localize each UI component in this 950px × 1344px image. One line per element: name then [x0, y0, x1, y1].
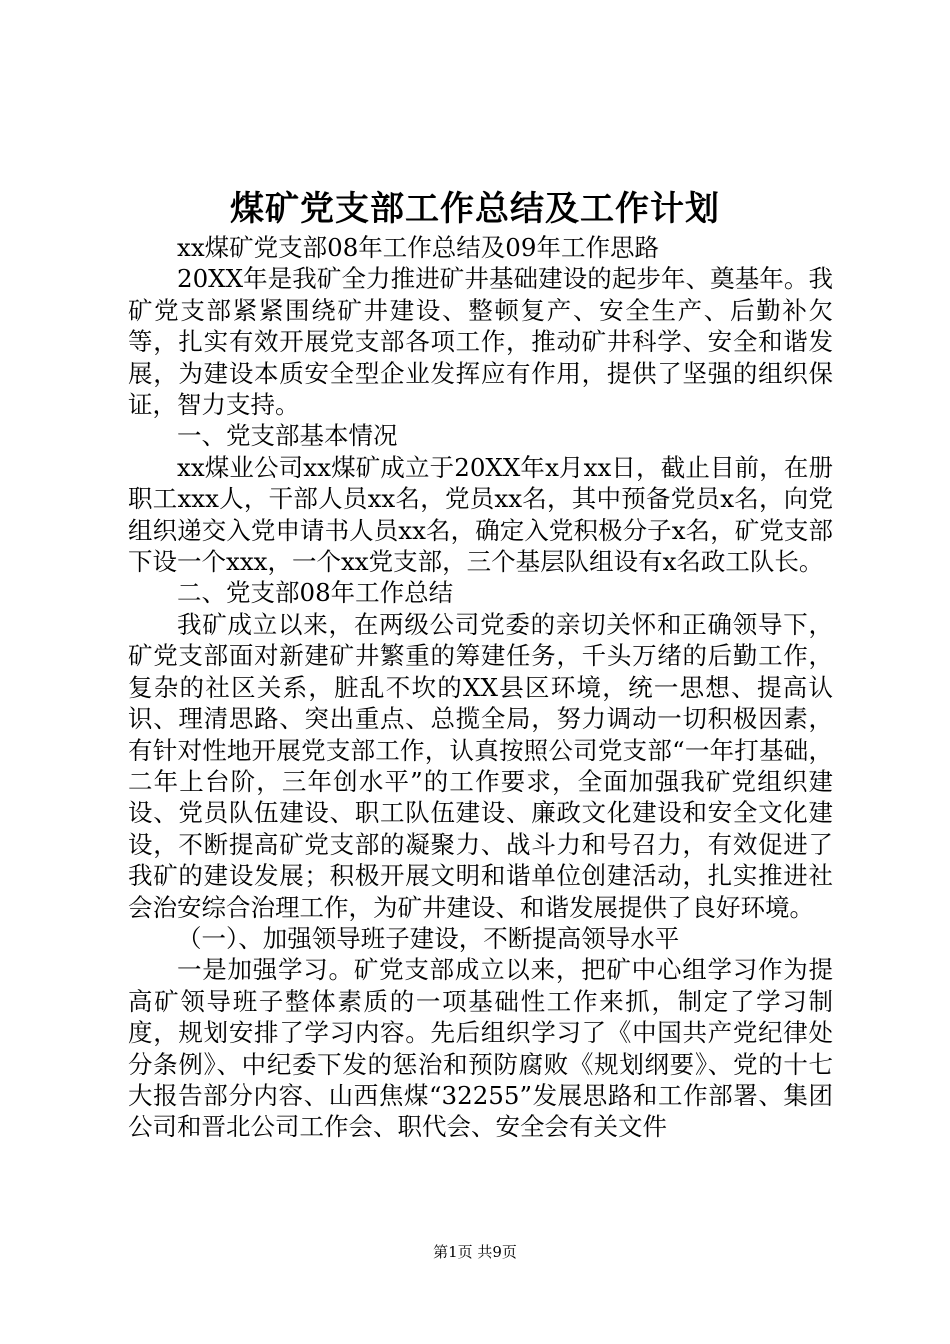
basic-info-paragraph: xx煤业公司xx煤矿成立于20XX年x月xx日，截止目前，在册职工xxx人，干部人员xx名，党员xx名，其中预备党员x名，向党组织递交入党申请书人员xx名，确定入党积极分子x名，矿党支部下设一个xxx，一个xx党支部，三个基层队组设有x名政工队长。 [128, 452, 833, 577]
document-title: 煤矿党支部工作总结及工作计划 [230, 189, 720, 229]
subtitle-paragraph: xx煤矿党支部08年工作总结及09年工作思路 [177, 233, 659, 262]
document-body [128, 232, 833, 1143]
section-heading-1: 一、党支部基本情况 [177, 421, 398, 451]
subsection-heading-1: （一）、加强领导班子建设，不断提高领导水平 [177, 923, 680, 953]
summary-paragraph: 我矿成立以来，在两级公司党委的亲切关怀和正确领导下，矿党支部面对新建矿井繁重的筹建任务，千头万绪的后勤工作，复杂的社区关系，脏乱不坎的XX县区环境，统一思想、提高认识、理清思路、突出重点、总揽全局，努力调动一切积极因素，有针对性地开展党支部工作，认真按照公司党支部“一年打基础，二年上台阶，三年创水平”的工作要求，全面加强我矿党组织建设、党员队伍建设、职工队伍建设、廉政文化建设和安全文化建设，不断提高矿党支部的凝聚力、战斗力和号召力，有效促进了我矿的建设发展；积极开展文明和谐单位创建活动，扎实推进社会治安综合治理工作，为矿井建设、和谐发展提供了良好环境。 [128, 609, 833, 922]
intro-paragraph: 20XX年是我矿全力推进矿井基础建设的起步年、奠基年。我矿党支部紧紧围绕矿井建设、整顿复产、安全生产、后勤补欠等，扎实有效开展党支部各项工作，推动矿井科学、安全和谐发展，为建设本质安全型企业发挥应有作用，提供了坚强的组织保证，智力支持。 [128, 264, 833, 420]
study-paragraph: 一是加强学习。矿党支部成立以来，把矿中心组学习作为提高矿领导班子整体素质的一项基础性工作来抓，制定了学习制度，规划安排了学习内容。先后组织学习了《中国共产党纪律处分条例》、中纪委下发的惩治和预防腐败《规划纲要》、党的十七大报告部分内容、山西焦煤“32255”发展思路和工作部署、集团公司和晋北公司工作会、职代会、安全会有关文件 [128, 955, 833, 1142]
page-number-footer: 第1页 共9页 [433, 1243, 517, 1261]
section-heading-2: 二、党支部08年工作总结 [177, 578, 454, 608]
